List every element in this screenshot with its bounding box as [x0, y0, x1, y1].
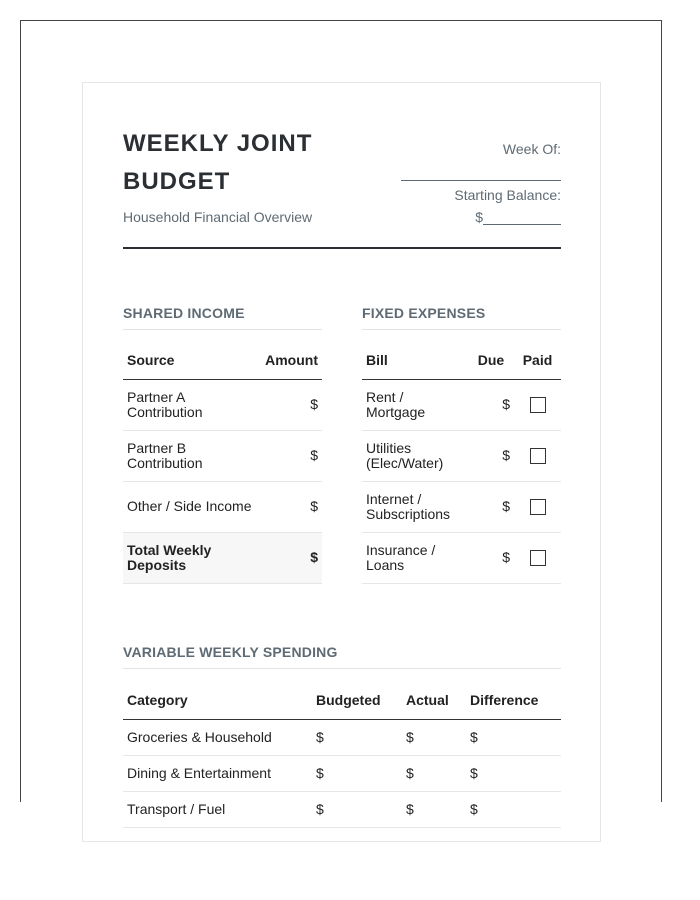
- starting-balance-field[interactable]: [401, 209, 561, 225]
- col-category: Category: [123, 681, 312, 719]
- paid-checkbox[interactable]: [530, 499, 546, 515]
- table-row: [362, 379, 561, 430]
- starting-balance-label: Starting Balance:: [454, 187, 561, 203]
- table-row: [123, 719, 561, 755]
- col-source: Source: [123, 341, 261, 379]
- week-of-field[interactable]: [401, 141, 561, 181]
- paid-checkbox[interactable]: [530, 448, 546, 464]
- currency-symbol: $: [475, 209, 483, 225]
- fixed-expenses-title: FIXED EXPENSES: [362, 305, 561, 330]
- col-budgeted: Budgeted: [312, 681, 402, 719]
- table-row: [362, 532, 561, 583]
- paid-cell: [514, 481, 561, 532]
- total-label: Total Weekly Deposits: [123, 532, 261, 583]
- actual-cell[interactable]: $: [402, 719, 466, 755]
- paid-cell: [514, 532, 561, 583]
- header-divider: [123, 247, 561, 249]
- budget-sheet: [82, 82, 601, 842]
- week-of-label: Week Of:: [502, 141, 561, 157]
- page-subtitle: Household Financial Overview: [123, 209, 313, 225]
- variable-spending-title: VARIABLE WEEKLY SPENDING: [123, 644, 561, 669]
- total-row: [123, 532, 322, 583]
- bill-name: Utilities (Elec/Water): [362, 430, 468, 481]
- income-source: Other / Side Income: [123, 481, 261, 532]
- category-name: Transport / Fuel: [123, 791, 312, 827]
- difference-cell[interactable]: $: [466, 791, 561, 827]
- bill-due[interactable]: $: [468, 379, 514, 430]
- table-header-row: [123, 341, 322, 379]
- total-amount[interactable]: $: [261, 532, 322, 583]
- shared-income-title: SHARED INCOME: [123, 305, 322, 330]
- col-paid: Paid: [514, 341, 561, 379]
- category-name: Groceries & Household: [123, 719, 312, 755]
- income-amount[interactable]: $: [261, 430, 322, 481]
- category-name: Dining & Entertainment: [123, 755, 312, 791]
- col-due: Due: [468, 341, 514, 379]
- budgeted-cell[interactable]: $: [312, 791, 402, 827]
- bill-due[interactable]: $: [468, 481, 514, 532]
- income-amount[interactable]: $: [261, 481, 322, 532]
- table-row: [123, 481, 322, 532]
- page-frame: [20, 20, 662, 817]
- paid-checkbox[interactable]: [530, 397, 546, 413]
- table-row: [362, 430, 561, 481]
- table-row: [123, 430, 322, 481]
- difference-cell[interactable]: $: [466, 755, 561, 791]
- page-title: WEEKLY JOINT BUDGET: [123, 130, 313, 195]
- income-source: Partner A Contribution: [123, 379, 261, 430]
- bill-name: Rent / Mortgage: [362, 379, 468, 430]
- balance-blank: [483, 211, 561, 225]
- bill-name: Internet / Subscriptions: [362, 481, 468, 532]
- paid-cell: [514, 430, 561, 481]
- table-header-row: [362, 341, 561, 379]
- table-row: [123, 379, 322, 430]
- col-bill: Bill: [362, 341, 468, 379]
- fixed-expenses-table: [362, 341, 561, 584]
- bill-name: Insurance / Loans: [362, 532, 468, 583]
- paid-checkbox[interactable]: [530, 550, 546, 566]
- col-amount: Amount: [261, 341, 322, 379]
- col-actual: Actual: [402, 681, 466, 719]
- bill-due[interactable]: $: [468, 532, 514, 583]
- variable-spending-table: [123, 681, 561, 828]
- table-row: [362, 481, 561, 532]
- budgeted-cell[interactable]: $: [312, 755, 402, 791]
- income-source: Partner B Contribution: [123, 430, 261, 481]
- table-row: [123, 755, 561, 791]
- shared-income-table: [123, 341, 322, 584]
- difference-cell[interactable]: $: [466, 719, 561, 755]
- bill-due[interactable]: $: [468, 430, 514, 481]
- actual-cell[interactable]: $: [402, 791, 466, 827]
- budgeted-cell[interactable]: $: [312, 719, 402, 755]
- header-meta: [401, 141, 561, 225]
- table-row: [123, 791, 561, 827]
- col-difference: Difference: [466, 681, 561, 719]
- table-header-row: [123, 681, 561, 719]
- actual-cell[interactable]: $: [402, 755, 466, 791]
- income-amount[interactable]: $: [261, 379, 322, 430]
- paid-cell: [514, 379, 561, 430]
